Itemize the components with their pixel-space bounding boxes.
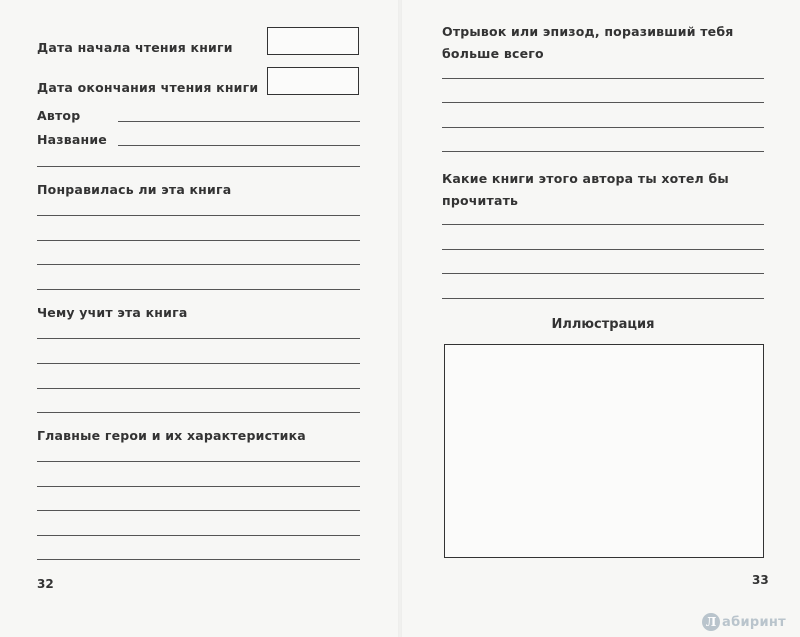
title-line[interactable] xyxy=(118,145,360,146)
answer-line[interactable] xyxy=(37,388,360,389)
answer-line[interactable] xyxy=(37,289,360,290)
answer-line[interactable] xyxy=(37,486,360,487)
answer-line[interactable] xyxy=(37,461,360,462)
answer-line[interactable] xyxy=(442,249,764,250)
heroes-question: Главные герои и их характеристика xyxy=(37,428,306,443)
answer-line[interactable] xyxy=(442,102,764,103)
end-date-label: Дата окончания чтения книги xyxy=(37,80,259,95)
end-date-box[interactable] xyxy=(267,67,359,95)
answer-line[interactable] xyxy=(442,298,764,299)
answer-line[interactable] xyxy=(37,215,360,216)
author-line[interactable] xyxy=(118,121,360,122)
page-number-right: 33 xyxy=(752,573,769,587)
answer-line[interactable] xyxy=(37,535,360,536)
labirint-logo-text: абиринт xyxy=(722,614,786,630)
page-number-left: 32 xyxy=(37,577,54,591)
illustration-box[interactable] xyxy=(444,344,764,558)
answer-line[interactable] xyxy=(37,510,360,511)
answer-line[interactable] xyxy=(442,78,764,79)
answer-line[interactable] xyxy=(37,264,360,265)
start-date-box[interactable] xyxy=(267,27,359,55)
answer-line[interactable] xyxy=(37,412,360,413)
liked-question: Понравилась ли эта книга xyxy=(37,182,232,197)
title-label: Название xyxy=(37,132,107,147)
watermark-logo xyxy=(702,613,786,631)
author-label: Автор xyxy=(37,108,81,123)
answer-line[interactable] xyxy=(442,127,764,128)
labirint-logo-icon: Л xyxy=(702,613,720,631)
illustration-title: Иллюстрация xyxy=(551,317,655,332)
answer-line[interactable] xyxy=(442,224,764,225)
answer-line[interactable] xyxy=(37,363,360,364)
answer-line[interactable] xyxy=(37,338,360,339)
right-page xyxy=(400,0,800,637)
teaches-question: Чему учит эта книга xyxy=(37,305,188,320)
answer-line[interactable] xyxy=(37,559,360,560)
episode-question: Отрывок или эпизод, поразивший тебя больше всего xyxy=(442,24,734,61)
title-line-extra[interactable] xyxy=(37,166,360,167)
answer-line[interactable] xyxy=(442,151,764,152)
other-books-question: Какие книги этого автора ты хотел бы прочитать xyxy=(442,171,729,208)
start-date-label: Дата начала чтения книги xyxy=(37,40,233,55)
answer-line[interactable] xyxy=(442,273,764,274)
answer-line[interactable] xyxy=(37,240,360,241)
